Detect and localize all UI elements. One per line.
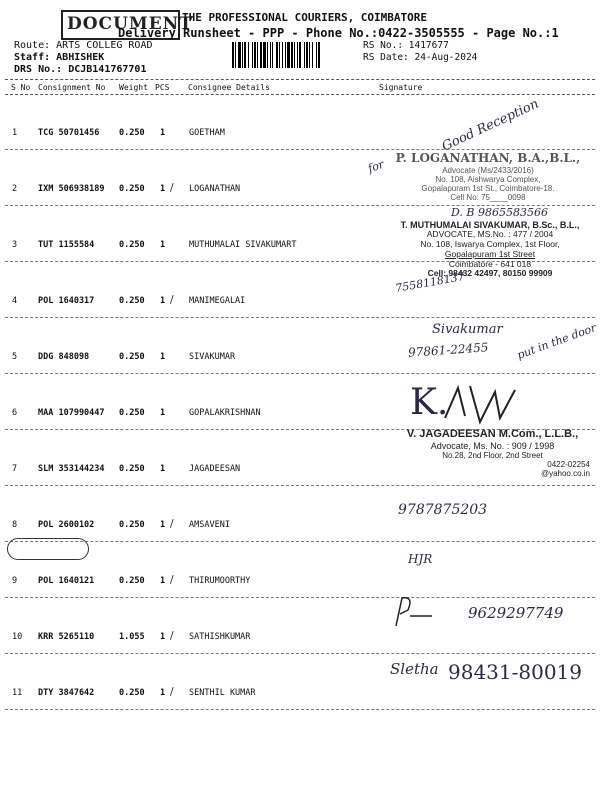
row-weight: 0.250: [119, 464, 145, 474]
row-2-stamp-line2: Advocate (Ms/2433/2016): [442, 165, 534, 175]
row-2-for-note: for: [366, 157, 386, 176]
header-separator-bottom: [5, 94, 595, 95]
row-7-stamp-line5: @yahoo.co.in: [540, 469, 590, 479]
row-consignee: LOGANATHAN: [189, 184, 241, 194]
row-sno: 8: [12, 520, 18, 530]
barcode: [232, 42, 356, 68]
row-weight: 0.250: [119, 296, 145, 306]
row-sno: 7: [12, 464, 18, 474]
row-7-advocate-stamp: [395, 428, 590, 479]
row-consignee: MUTHUMALAI SIVAKUMART: [189, 240, 297, 250]
row-consignment-no: DTY 3847642: [38, 688, 95, 698]
row-pcs: 1: [160, 576, 166, 586]
row-7-stamp-line4: 0422-02254: [547, 460, 590, 470]
row-pcs: 1: [160, 632, 166, 642]
row-weight: 0.250: [119, 408, 145, 418]
col-header-weight: Weight: [119, 83, 148, 92]
row-10-phone: 9629297749: [468, 604, 564, 622]
row-consignee: GOPALAKRISHNAN: [189, 408, 261, 418]
stamp-text: DOCUMENT: [67, 14, 193, 34]
row-consignment-no: POL 1640121: [38, 576, 95, 586]
col-header-signature: Signature: [379, 83, 423, 92]
row-sno: 5: [12, 352, 18, 362]
row-consignee: AMSAVENI: [189, 520, 230, 530]
row-consignment-no: DDG 848098: [38, 352, 90, 362]
row-tick-mark: /: [170, 573, 174, 586]
row-pcs: 1: [160, 296, 166, 306]
row-tick-mark: /: [170, 517, 174, 530]
row-sno: 6: [12, 408, 18, 418]
row-8-phone: 9787875203: [398, 502, 488, 518]
row-consignee: JAGADEESAN: [189, 464, 241, 474]
row-tick-mark: /: [170, 685, 174, 698]
staff-value: ABHISHEK: [56, 52, 105, 63]
col-header-pcs: PCS: [155, 83, 170, 92]
row-pcs: 1: [160, 688, 166, 698]
route-line: [14, 40, 152, 51]
row-separator: [5, 541, 595, 542]
row-6-signature-scribble: [440, 378, 530, 428]
row-weight: 0.250: [119, 352, 145, 362]
row-separator: [5, 485, 595, 486]
row-consignment-no: SLM 353144234: [38, 464, 105, 474]
barcode-bar: [320, 42, 321, 68]
header-separator-top: [5, 79, 595, 80]
row-pcs: 1: [160, 240, 166, 250]
row-consignment-no: IXM 506938189: [38, 184, 105, 194]
row-consignee: MANIMEGALAI: [189, 296, 246, 306]
row-6-signature: K.: [410, 382, 449, 423]
row-separator: [5, 149, 595, 150]
row-4-handwriting: 7558118137: [394, 270, 466, 295]
row-tick-mark: /: [170, 629, 174, 642]
row-consignment-no: TUT 1155584: [38, 240, 95, 250]
route-value: ARTS COLLEG ROAD: [56, 40, 153, 51]
row-tick-mark: /: [170, 293, 174, 306]
route-label: Route:: [14, 40, 51, 51]
row-3-stamp-line5: Coimbatore - 641 018: [448, 258, 532, 269]
row-1-signature-note: Good Reception: [439, 96, 542, 155]
row-7-stamp-line2: Advocate, Ms. No. : 909 / 1998: [430, 440, 555, 451]
row-3-stamp-line6: Cell: 98432 42497, 80150 99909: [427, 268, 553, 279]
row-weight: 0.250: [119, 184, 145, 194]
row-separator: [5, 709, 595, 710]
row-consignee: SATHISHKUMAR: [189, 632, 251, 642]
row-consignee: GOETHAM: [189, 128, 225, 138]
row-weight: 0.250: [119, 520, 145, 530]
row-pcs: 1: [160, 464, 166, 474]
row-2-stamp-line5: Cell No: 75____0098: [450, 193, 526, 203]
row-separator: [5, 597, 595, 598]
col-header-sno: S No: [11, 83, 31, 92]
row-3-handwriting: D. B 9865583566: [451, 206, 548, 219]
row-sno: 2: [12, 184, 18, 194]
row-consignment-no: POL 1640317: [38, 296, 95, 306]
row-weight: 0.250: [119, 128, 145, 138]
row-weight: 0.250: [119, 688, 145, 698]
staff-label: Staff:: [14, 52, 51, 63]
row-5-note: put in the door: [515, 321, 598, 362]
row-pcs: 1: [160, 128, 166, 138]
staff-line: [14, 52, 104, 63]
row-consignment-no: KRR 5265110: [38, 632, 95, 642]
row-3-advocate-stamp: [390, 220, 590, 279]
col-header-consignee: Consignee Details: [188, 83, 270, 92]
row-11-signature: Sletha: [390, 660, 439, 678]
row-3-stamp-line2: ADVOCATE, MS.No. : 477 / 2004: [426, 229, 554, 240]
row-weight: 0.250: [119, 240, 145, 250]
row-sno: 3: [12, 240, 18, 250]
row-9-circle-mark: [7, 538, 89, 560]
row-7-stamp-name: V. JAGADEESAN M.Com., L.L.B.,: [406, 428, 579, 440]
row-3-stamp-name: T. MUTHUMALAI SIVAKUMAR, B.Sc., B.L.,: [400, 220, 580, 230]
row-sno: 4: [12, 296, 18, 306]
row-separator: [5, 373, 595, 374]
drs-line: [14, 64, 146, 75]
row-sno: 11: [12, 688, 23, 698]
row-2-advocate-stamp: [383, 152, 593, 203]
row-consignee: SENTHIL KUMAR: [189, 688, 256, 698]
company-title: THE PROFESSIONAL COURIERS, COIMBATORE: [182, 11, 428, 24]
row-separator: [5, 317, 595, 318]
row-5-phone: 97861-22455: [407, 340, 489, 360]
row-sno: 10: [12, 632, 23, 642]
row-3-stamp-line3: No. 108, Iswarya Complex, 1st Floor,: [420, 239, 560, 250]
row-sno: 9: [12, 576, 18, 586]
row-tick-mark: /: [170, 181, 174, 194]
row-2-stamp-line3: No. 108, Aishwarya Complex,: [435, 174, 541, 184]
runsheet-title: Delivery Runsheet - PPP - Phone No.:0422-3505555 - Page No.:1: [118, 26, 559, 40]
row-5-signature: Sivakumar: [432, 322, 503, 337]
row-consignment-no: MAA 107990447: [38, 408, 105, 418]
row-3-stamp-line4: Gopalapuram 1st Street: [444, 248, 536, 259]
row-consignment-no: POL 2600102: [38, 520, 95, 530]
row-10-signature-scribble: [392, 594, 442, 630]
row-7-stamp-line3: No.28, 2nd Floor, 2nd Street: [442, 450, 543, 460]
row-consignee: THIRUMOORTHY: [189, 576, 251, 586]
row-pcs: 1: [160, 184, 166, 194]
drs-label: DRS No.:: [14, 64, 63, 75]
row-pcs: 1: [160, 352, 166, 362]
rs-number: RS No.: 1417677: [363, 40, 449, 51]
row-sno: 1: [12, 128, 18, 138]
drs-value: DCJB141767701: [68, 64, 147, 75]
row-pcs: 1: [160, 408, 166, 418]
row-weight: 0.250: [119, 576, 145, 586]
row-11-phone: 98431-80019: [448, 660, 583, 684]
row-consignment-no: TCG 50701456: [38, 128, 100, 138]
row-2-stamp-name: P. LOGANATHAN, B.A.,B.L.,: [395, 151, 581, 165]
row-2-stamp-line4: Gopalapuram 1st St., Coimbatore-18.: [421, 184, 555, 194]
row-weight: 1.055: [119, 632, 145, 642]
row-pcs: 1: [160, 520, 166, 530]
row-consignee: SIVAKUMAR: [189, 352, 236, 362]
col-header-consignment: Consignment No: [38, 83, 106, 92]
row-9-signature: HJR: [408, 552, 433, 566]
row-separator: [5, 653, 595, 654]
rs-date: RS Date: 24-Aug-2024: [363, 52, 478, 63]
